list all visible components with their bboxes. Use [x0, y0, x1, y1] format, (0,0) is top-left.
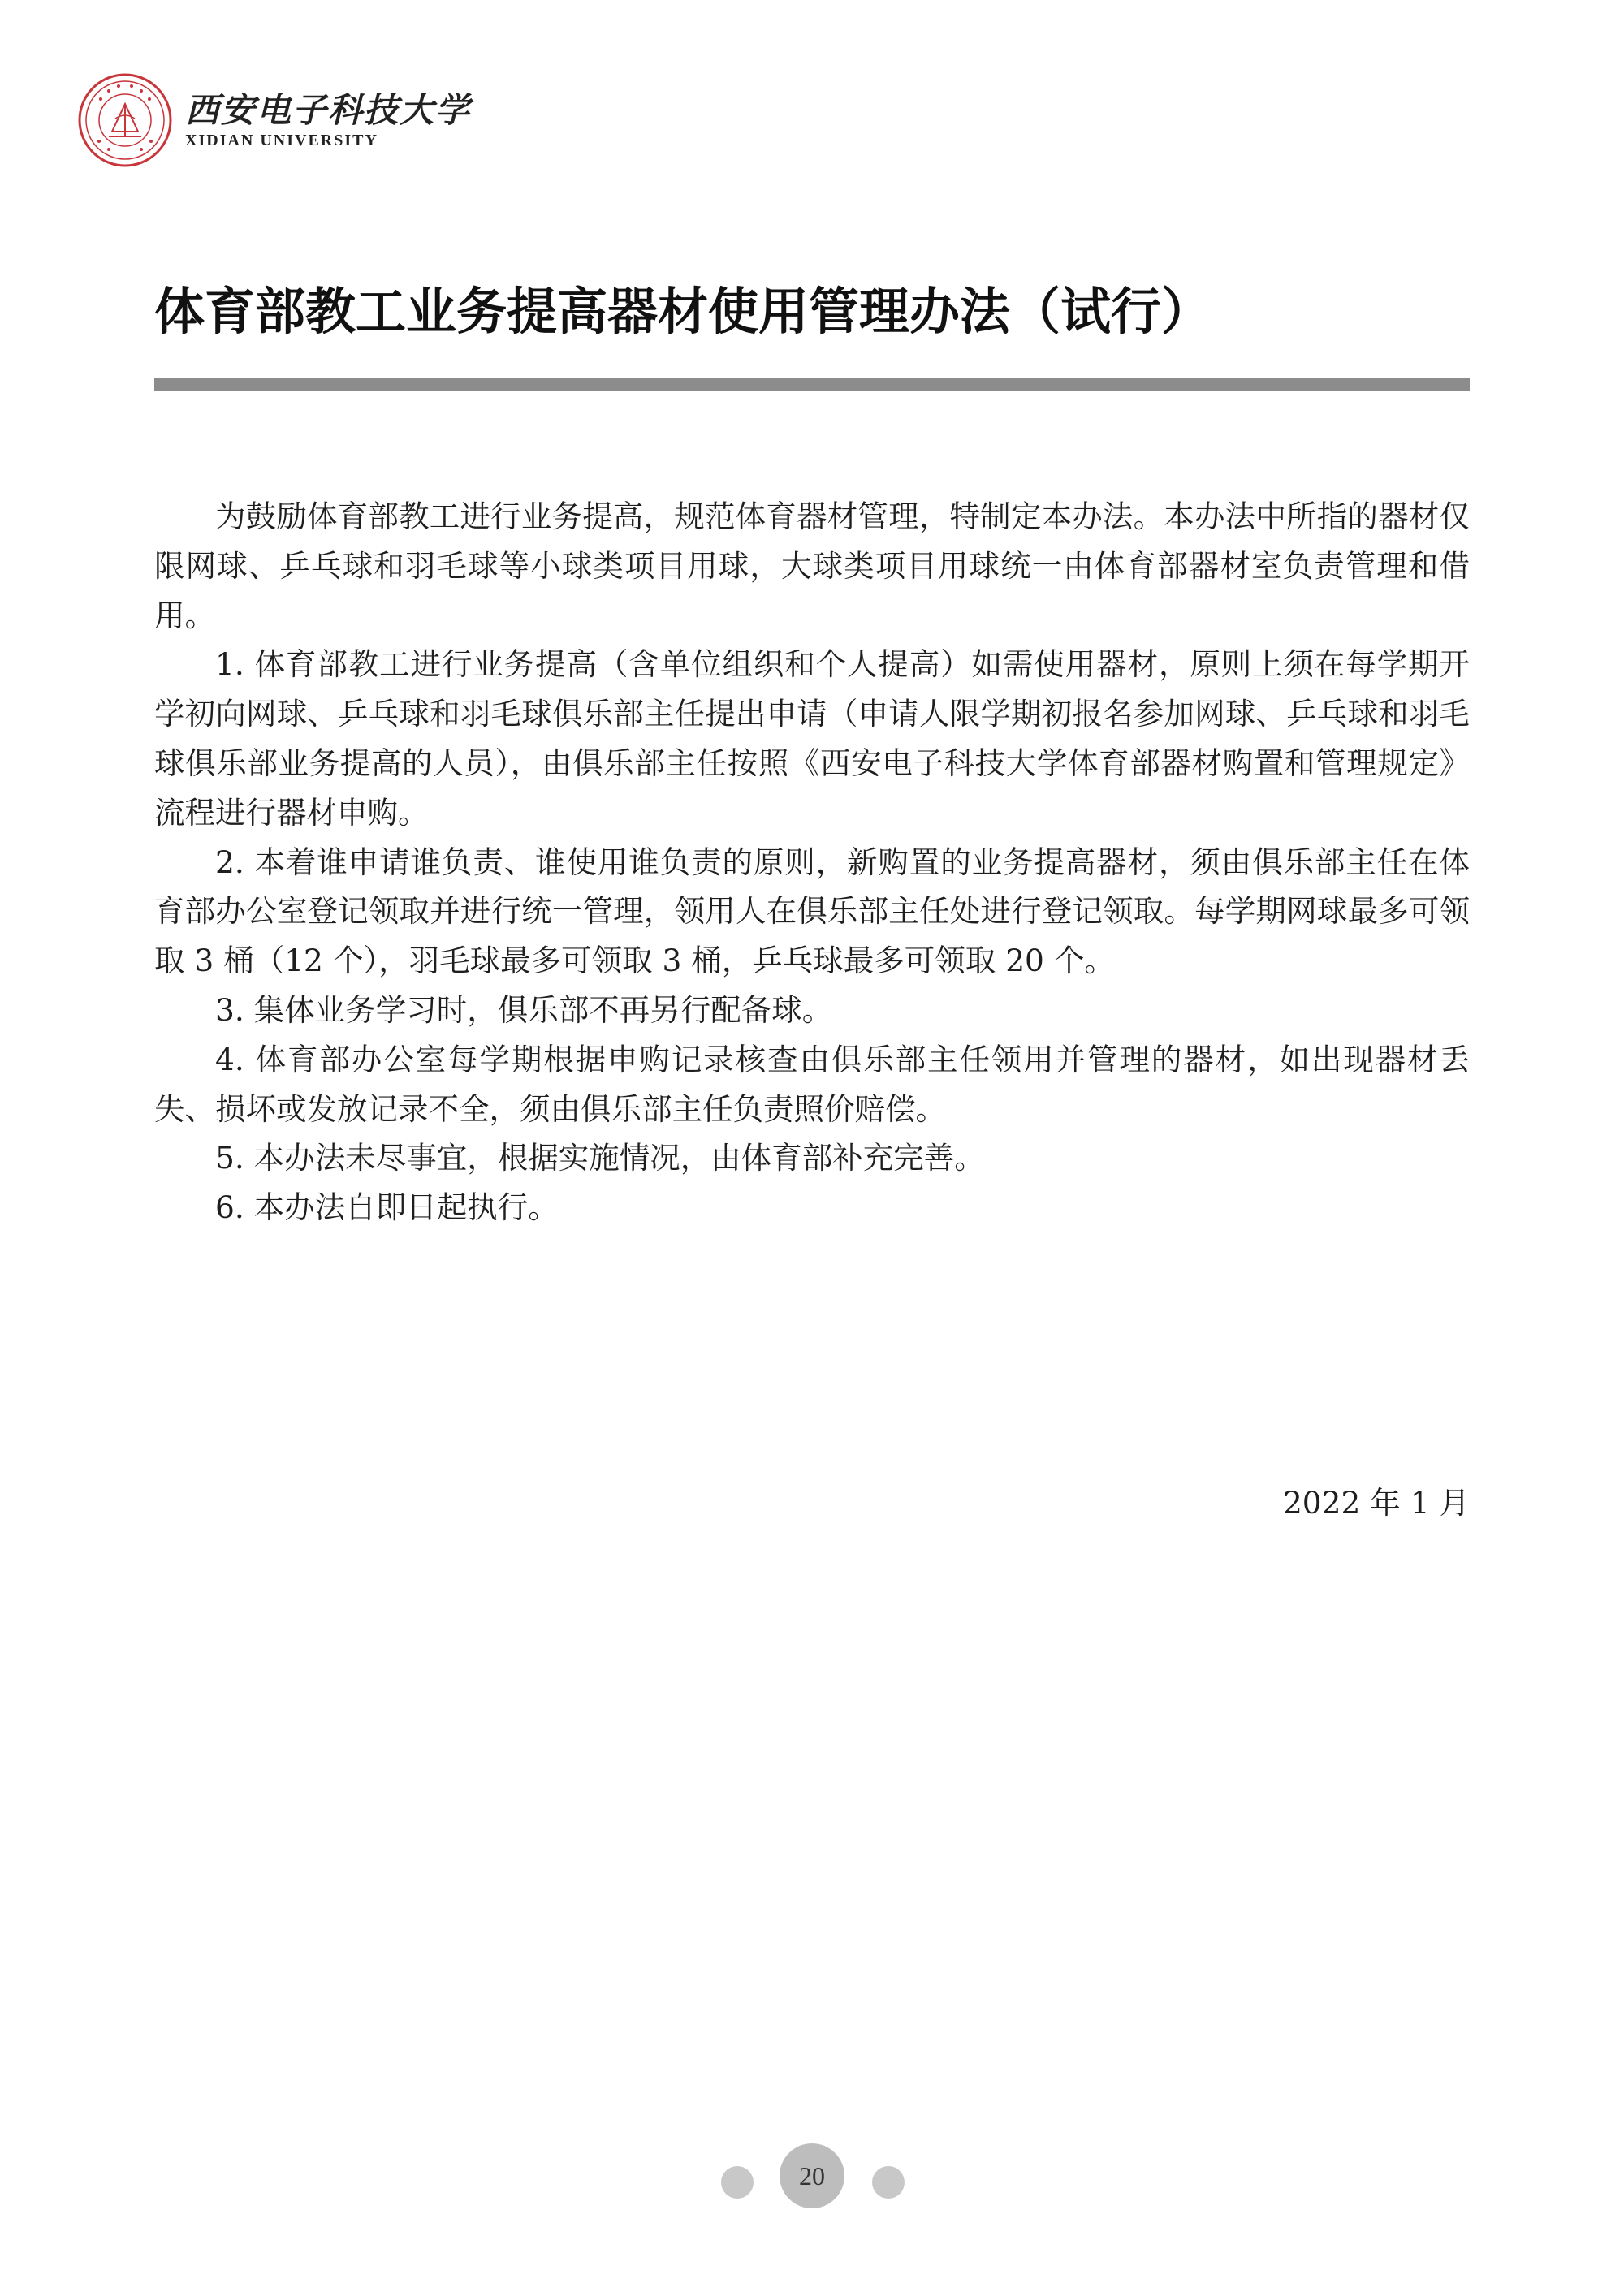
clause-3: 3. 集体业务学习时，俱乐部不再另行配备球。 — [215, 991, 833, 1028]
document-body — [154, 492, 1470, 1232]
document-date: 2022 年 1 月 — [1282, 1485, 1470, 1521]
university-name-en: XIDIAN UNIVERSITY — [185, 131, 378, 149]
university-name-block — [185, 91, 471, 150]
clause-1: 1. 体育部教工进行业务提高（含单位组织和个人提高）如需使用器材，原则上须在每学期开学初向网球、乒乓球和羽毛球俱乐部主任提出申请（申请人限学期初报名参加网球、乒乓球和羽毛球俱乐部业务提高的人员），由俱乐部主任按照《西安电子科技大学体育部器材购置和管理规定》流程进行器材申购。 — [154, 646, 1470, 831]
clause-6: 6. 本办法自即日起执行。 — [215, 1189, 559, 1226]
clause-2: 2. 本着谁申请谁负责、谁使用谁负责的原则，新购置的业务提高器材，须由俱乐部主任在体育部办公室登记领取并进行统一管理，领用人在俱乐部主任处进行登记领取。每学期网球最多可领取 3 桶（12 个），羽毛球最多可领取 3 桶，乒乓球最多可领取 20 个。 — [154, 844, 1470, 979]
intro-paragraph: 为鼓励体育部教工进行业务提高，规范体育器材管理，特制定本办法。本办法中所指的器材仅限网球、乒乓球和羽毛球等小球类项目用球，大球类项目用球统一由体育部器材室负责管理和借用。 — [154, 498, 1470, 633]
title-divider — [154, 378, 1470, 391]
university-name-cn: 西安电子科技大学 — [185, 89, 472, 130]
xidian-university-seal-icon — [76, 71, 174, 169]
clause-4: 4. 体育部办公室每学期根据申购记录核查由俱乐部主任领用并管理的器材，如出现器材丢失、损坏或发放记录不全，须由俱乐部主任负责照价赔偿。 — [154, 1041, 1470, 1127]
page-footer — [0, 2143, 1624, 2221]
document-title: 体育部教工业务提高器材使用管理办法（试行） — [154, 282, 1212, 341]
page-number: 20 — [780, 2143, 844, 2208]
decorative-dot-right — [872, 2166, 905, 2199]
decorative-dot-left — [721, 2166, 754, 2199]
clause-5: 5. 本办法未尽事宜，根据实施情况，由体育部补充完善。 — [215, 1140, 985, 1176]
page-header — [76, 71, 471, 169]
